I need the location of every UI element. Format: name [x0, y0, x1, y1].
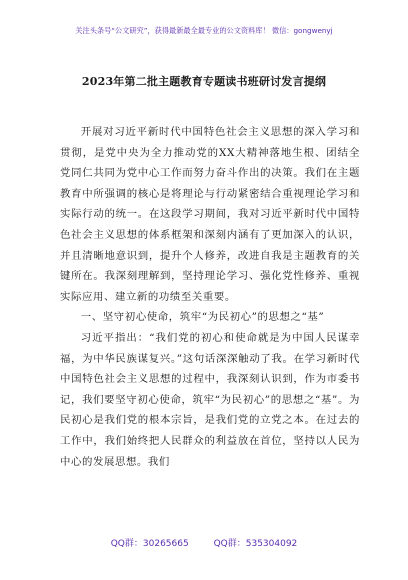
section-heading: 一、坚守初心使命，筑牢“为民初心”的思想之“基”	[80, 311, 325, 324]
qq-group-1: QQ群：30265665	[110, 539, 189, 549]
footer-qq-groups	[0, 536, 408, 549]
paragraph-intro: 开展对习近平新时代中国特色社会主义思想的深入学习和贯彻，是党中央为全力推动党的XX大精神落地生根、团结全党同仁共同为党中心工作而努力奋斗作出的决策。我们在主题教育中所强调的核心是将理论与行动紧密结合重视理论学习和实际行动的统一。在这段学习期间，我对习近平新时代中国特色社会主义思想的体系框架和深刻内涵有了更加深入的认识，并且清晰地意识到，提升个人修养，改进自我是主题教育的关键所在。我深刻理解到，坚持理论学习、强化党性修养、重视实际应用、建立新的功绩至关重要。	[60, 126, 360, 303]
document-title: 2023年第二批主题教育专题读书班研讨发言提纲	[81, 75, 327, 88]
header-notice: 关注头条号“公文研究”，获得最新最全最专业的公文资料库！ 微信：gongwenyj	[75, 26, 333, 35]
document-body	[60, 122, 360, 472]
qq-group-2: QQ群：535304092	[213, 539, 298, 549]
paragraph-section-1: 习近平指出：“我们党的初心和使命就是为中国人民谋幸福，为中华民族谋复兴。”这句话深深触动了我。在学习新时代中国特色社会主义思想的过程中，我深刻认识到，作为市委书记，我们要坚守初心使命，筑牢“为民初心”的思想之“基”。为民初心是我们党的根本宗旨，是我们党的立党之本。在过去的工作中，我们始终把人民群众的利益放在首位，坚持以人民为中心的发展思想。我们	[60, 331, 360, 468]
